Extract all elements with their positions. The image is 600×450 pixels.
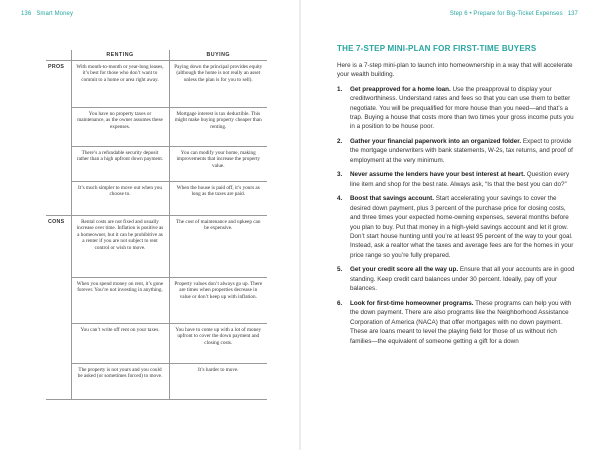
table-row: [46, 216, 267, 278]
step-number: 5.: [337, 266, 343, 274]
row-label: [46, 147, 71, 182]
left-page-number: 136: [21, 11, 32, 17]
list-item: [337, 299, 577, 346]
left-running-head: [21, 11, 73, 17]
renting-cell: You can’t write off rent on your taxes.: [71, 324, 169, 364]
list-item: [337, 194, 577, 260]
renting-cell: When you spend money on rent, it’s gone forever. You’re not investing in anything.: [71, 278, 169, 324]
row-label: [46, 108, 71, 147]
step-number: 4.: [337, 195, 343, 203]
table-row: [46, 182, 267, 216]
header-buying: BUYING: [169, 50, 267, 61]
step-number: 6.: [337, 299, 343, 307]
renting-cell: Rental costs are not fixed and usually increase over time. Inflation is positive as a homeowner, but it can be prohibitive as a renter if you are not subject to rent control or wish to move.: [71, 216, 169, 278]
step-lead: Boost that savings account.: [350, 195, 434, 203]
row-label: [46, 364, 71, 400]
steps-list: [337, 85, 577, 346]
step-lead: Look for first-time homeowner programs.: [350, 299, 474, 307]
step-body: Start accelerating your savings to cover the desired down payment, plus 3 percent of the purchase price for closing costs, and three times your expected home-owning expenses, several months before you plan to buy. Put that money in a high-yield savings account and let it grow. Don’t start house hunting until you’re at least 95 percent of the way to your goal. Instead, ask a realtor what the taxes and average fees are for the homes in your price range so you’re fully prepared.: [350, 195, 574, 259]
buying-cell: Paying down the principal provides equity (although the home is not really an asset unless the plan is for you to sell).: [169, 61, 267, 108]
step-body: Ensure that all your accounts are in good standing. Keep credit card balances under 30 percent. Ideally, pay off your balances.: [350, 266, 575, 293]
left-running-title: Smart Money: [36, 11, 74, 17]
table-header-row: [46, 50, 267, 61]
section-heading: THE 7-STEP MINI-PLAN FOR FIRST-TIME BUYERS: [337, 44, 537, 53]
row-label: [46, 182, 71, 216]
table-row: [46, 324, 267, 364]
list-item: [337, 170, 577, 189]
step-lead: Gather your financial paperwork into an organized folder.: [350, 138, 522, 146]
table-row: [46, 278, 267, 324]
renting-cell: The property is not yours and you could be asked (or sometimes forced) to move.: [71, 364, 169, 400]
step-lead: Get your credit score all the way up.: [350, 266, 459, 274]
step-number: 1.: [337, 85, 343, 93]
step-lead: Get preapproved for a home loan.: [350, 85, 451, 93]
renting-cell: With month-to-month or year-long leases, it’s best for those who don’t want to commit to a home or area right away.: [71, 61, 169, 108]
table-row: [46, 147, 267, 182]
header-blank: [46, 50, 71, 61]
right-page-number: 137: [567, 11, 578, 17]
step-number: 3.: [337, 171, 343, 179]
step-body: Expect to provide the mortgage underwriters with bank statements, W-2s, tax returns, and proof of employment at the very minimum.: [350, 138, 573, 164]
renting-vs-buying-table: [46, 50, 267, 400]
step-lead: Never assume the lenders have your best interest at heart.: [350, 171, 525, 179]
buying-cell: You have to come up with a lot of money upfront to cover the down payment and closing costs.: [169, 324, 267, 364]
step-body: Use the preapproval to display your creditworthiness. Understand rates and fees so that you can use them to better negotiate. You will be prequalified for more house than you need—and that’s a trap. Buying a house that costs more than two times your gross income puts you in a position to be house poor.: [350, 85, 574, 131]
buying-cell: When the house is paid off, it’s yours as long as the taxes are paid.: [169, 182, 267, 216]
buying-cell: It’s harder to move.: [169, 364, 267, 400]
table-row: [46, 364, 267, 400]
page-gutter: [299, 0, 301, 450]
right-running-title: Step 6 • Prepare for Big-Ticket Expenses: [449, 11, 563, 17]
table-row: [46, 61, 267, 108]
list-item: [337, 137, 577, 165]
step-body: These programs can help you with the down payment. There are also programs like the Neighborhood Assistance Corporation of America (NACA) that offer mortgages with no down payment. These are loans meant to level the playing field for those of us without rich families—the equivalent of someone getting a gift for a down: [350, 299, 572, 345]
buying-cell: You can modify your home, making improvements that increase the property value.: [169, 147, 267, 182]
row-label: [46, 324, 71, 364]
buying-cell: Mortgage interest is tax deductible. This might make buying property cheaper than renting.: [169, 108, 267, 147]
header-renting: RENTING: [71, 50, 169, 61]
table-row: [46, 108, 267, 147]
renting-cell: It’s much simpler to move out when you choose to.: [71, 182, 169, 216]
buying-cell: The cost of maintenance and upkeep can be expensive.: [169, 216, 267, 278]
step-body: Question every line item and shop for the best rate. Always ask, “Is that the best you can do?”: [350, 171, 570, 188]
right-running-head: [450, 11, 578, 17]
renting-cell: You have no property taxes or maintenance, as the owner assumes these expenses.: [71, 108, 169, 147]
row-label-pros: PROS: [48, 64, 65, 70]
row-label: [46, 278, 71, 324]
list-item: [337, 85, 577, 132]
step-number: 2.: [337, 138, 343, 146]
intro-paragraph: Here is a 7-step mini-plan to launch into homeownership in a way that will accelerate your wealth building.: [337, 62, 573, 79]
row-label-cons: CONS: [48, 219, 65, 225]
right-page-body: [337, 44, 577, 351]
buying-cell: Property values don’t always go up. There are times when properties decrease in value or don’t keep up with inflation.: [169, 278, 267, 324]
renting-cell: There’s a refundable security deposit rather than a high upfront down payment.: [71, 147, 169, 182]
list-item: [337, 265, 577, 293]
